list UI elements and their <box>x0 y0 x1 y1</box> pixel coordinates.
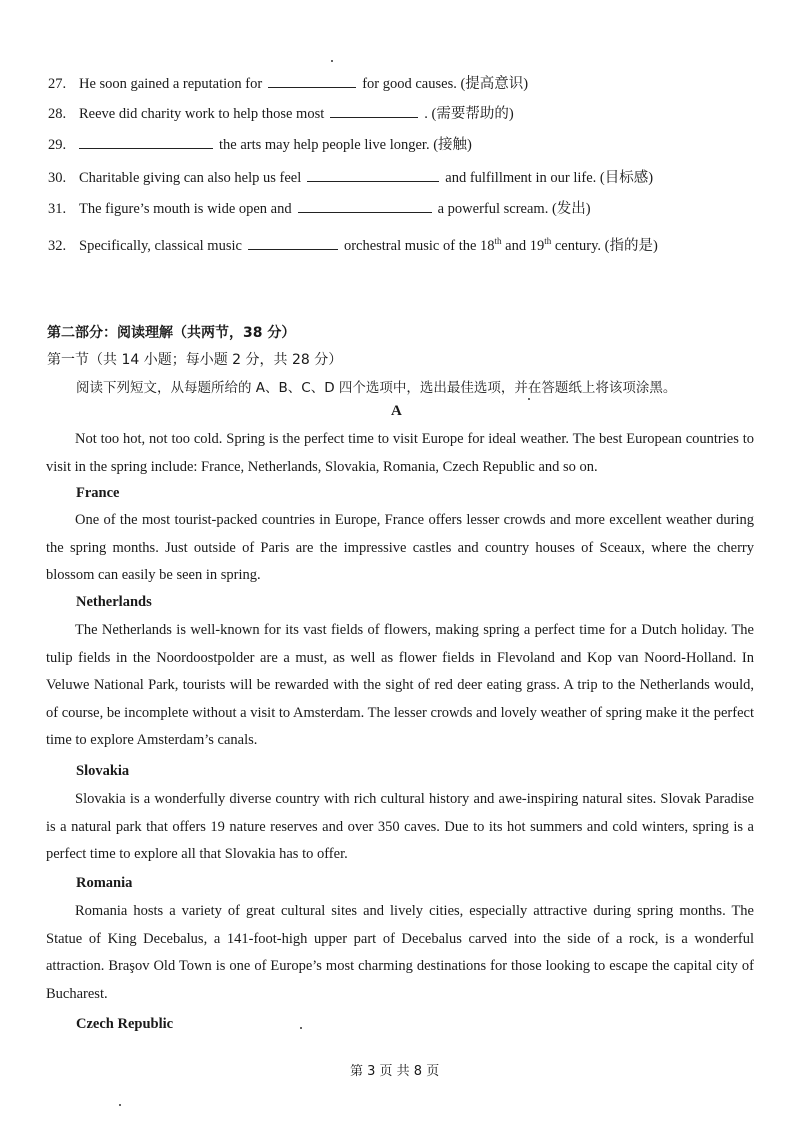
question-text-before: He soon gained a reputation for <box>79 76 263 92</box>
question-28 <box>48 105 514 123</box>
heading-france: France <box>76 485 120 501</box>
section-one-title: 第一节（共 14 小题；每小题 2 分，共 28 分） <box>47 352 343 368</box>
scan-speck <box>331 60 333 62</box>
question-text-before: Reeve did charity work to help those most <box>79 106 325 122</box>
answer-blank[interactable] <box>298 200 432 213</box>
question-text-after: . (需要帮助的) <box>424 106 514 122</box>
question-number: 30. <box>48 170 67 186</box>
question-30 <box>48 169 653 187</box>
question-text-after: for good causes. (提高意识) <box>362 76 529 92</box>
passage-letter: A <box>391 403 402 419</box>
heading-czech-republic: Czech Republic <box>76 1016 174 1032</box>
question-text-before: Specifically, classical music <box>79 237 242 254</box>
answer-blank[interactable] <box>268 75 356 88</box>
question-text-before: The figure’s mouth is wide open and <box>79 201 292 217</box>
page-footer: 第 3 页 共 8 页 <box>350 1064 440 1079</box>
paragraph-slovakia: Slovakia is a wonderfully diverse country with rich cultural history and awe-inspiring natural sites. Slovak Paradise is a natural park that offers 19 nature reserves and over 350 caves. Due to its hot summers and cold winters, spring is a perfect time to explore all that Slovakia has to offer. <box>46 791 754 863</box>
question-text-after: a powerful scream. (发出) <box>437 201 591 217</box>
question-number: 31. <box>48 201 67 217</box>
question-number: 27. <box>48 76 67 92</box>
answer-blank[interactable] <box>248 237 338 250</box>
scan-speck <box>528 398 530 400</box>
paragraph-netherlands: The Netherlands is well-known for its vast fields of flowers, making spring a perfect time for a Dutch holiday. The tulip fields in the Noordoostpolder are a must, as well as flower fields in Flevoland and Kop van Noord-Holland. In Veluwe National Park, tourists will be rewarded with the sight of red deer eating grass. A trip to the Netherlands would, of course, be incomplete without a visit to Amsterdam. The lesser crowds and lovely weather of spring make it the perfect time to explore Amsterdam’s canals. <box>46 622 754 749</box>
question-text-after: the arts may help people live longer. (接触) <box>219 137 472 153</box>
question-text-after: and fulfillment in our life. (目标感) <box>445 170 654 186</box>
question-32 <box>48 232 658 255</box>
passage-intro: Not too hot, not too cold. Spring is the perfect time to visit Europe for ideal weather. The best European countries to visit in the spring include: France, Netherlands, Slovakia, Romania, Czech Republic and so on. <box>46 431 754 475</box>
scan-speck <box>119 1104 121 1106</box>
scan-speck <box>300 1027 302 1029</box>
heading-slovakia: Slovakia <box>76 763 130 779</box>
heading-netherlands: Netherlands <box>76 594 152 610</box>
reading-instruction: 阅读下列短文，从每题所给的 A、B、C、D 四个选项中，选出最佳选项，并在答题纸上将该项涂黑。 <box>76 380 677 396</box>
paragraph-france: One of the most tourist-packed countries in Europe, France offers lesser crowds and more excellent weather during the spring months. Just outside of Paris are the impressive castles and country houses of Sceaux, where the cherry blossom can easily be seen in spring. <box>46 512 754 584</box>
part-two-title: 第二部分：阅读理解（共两节，38 分） <box>47 325 296 341</box>
answer-blank[interactable] <box>79 136 213 149</box>
paragraph-romania: Romania hosts a variety of great cultural sites and lively cities, especially attractive during spring months. The Statue of King Decebalus, a 141-foot-high upper part of Decebalus carved into the side of a rock, is a wonderful attraction. Braşov Old Town is one of Europe’s most charming destinations for those looking to escape the capital city of Bucharest. <box>46 903 754 1002</box>
answer-blank[interactable] <box>307 169 439 182</box>
question-number: 28. <box>48 106 67 122</box>
question-number: 32. <box>48 237 67 254</box>
question-text-before: Charitable giving can also help us feel <box>79 170 302 186</box>
question-31 <box>48 200 591 218</box>
question-27 <box>48 75 528 93</box>
question-29 <box>48 136 472 154</box>
heading-romania: Romania <box>76 875 133 891</box>
answer-blank[interactable] <box>330 105 418 118</box>
question-number: 29. <box>48 137 67 153</box>
question-text-after: orchestral music of the 18th and 19th century. (指的是) <box>343 236 658 254</box>
